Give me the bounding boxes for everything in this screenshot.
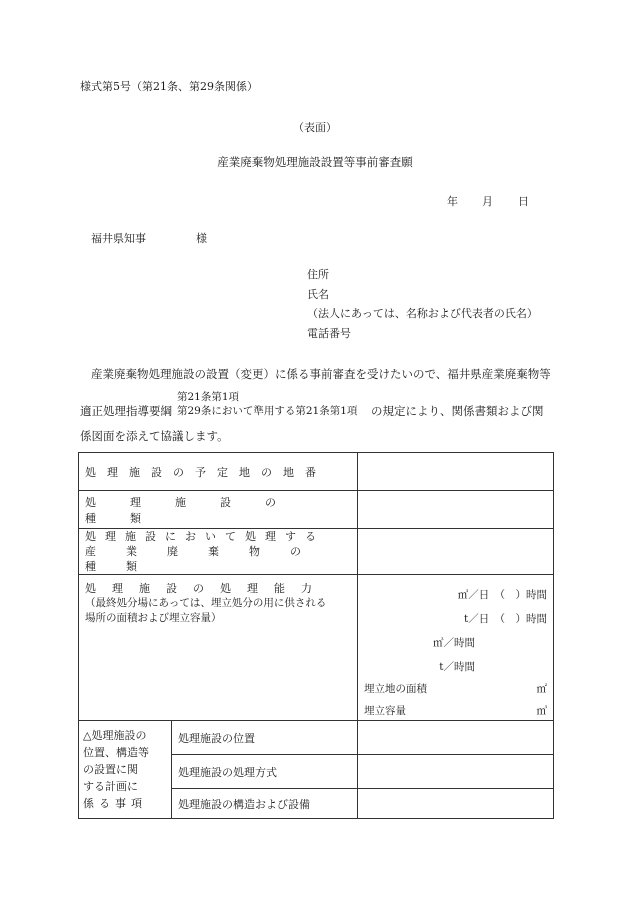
row-capacity [79,575,554,721]
plan-position-label: 処理施設の位置 [172,721,358,755]
row-site [79,453,554,491]
unit-t-day: t／日 （ ）時間 [464,613,547,625]
capacity-label-1: 処理施設の処理能力 [85,582,328,595]
row-plan-position [79,721,554,755]
type-value[interactable] [358,491,554,529]
article-option-1: 第21条第1項 [177,391,240,403]
waste-value[interactable] [358,529,554,575]
body-line-2-suffix: の規定により、関係書類および関 [371,404,544,418]
page-title: 産業廃棄物処理施設設置等事前審査願 [217,155,413,169]
plan-head-3: の設置に関 [83,763,138,776]
application-table [78,452,554,819]
applicant-block [307,265,538,343]
unit-m3-hour: ㎥／時間 [433,637,475,649]
capacity-label-2: （最終処分場にあっては、埋立処分の用に供される [85,597,327,609]
landfill-area-unit: ㎡ [536,683,547,695]
row-type [79,491,554,529]
row-waste [79,529,554,575]
date-year: 年 [447,195,458,208]
date-month: 月 [482,195,493,208]
landfill-area-label: 埋立地の面積 [364,683,427,695]
recipient-honorific: 様 [196,232,207,245]
site-value[interactable] [358,453,554,491]
applicant-name-label: 氏名 [307,287,329,301]
site-label: 処理施設の予定地の地番 [85,465,327,479]
landfill-volume-unit: ㎥ [536,705,547,717]
applicant-phone-label: 電話番号 [307,326,351,340]
waste-label-1: 処理施設において処理する [85,530,325,543]
plan-method-label: 処理施設の処理方式 [172,755,358,789]
capacity-value[interactable] [358,575,554,721]
plan-head-1: △処理施設の [83,729,147,742]
applicant-address-label: 住所 [307,268,329,281]
plan-head-5: 係る事項 [83,797,147,810]
capacity-label-3: 場所の面積および埋立容量） [85,612,222,624]
unit-t-hour: t／時間 [439,661,475,673]
body-line-2-prefix: 適正処理指導要綱 [80,404,172,418]
plan-position-value[interactable] [358,721,554,755]
side-label: （表面） [293,121,337,134]
plan-head-4: する計画に [83,780,138,793]
recipient-name: 福井県知事 [91,232,146,245]
date-day: 日 [518,195,529,208]
waste-label-2: 産業廃棄物の種類 [85,545,331,573]
plan-structure-label: 処理施設の構造および設備 [172,789,358,819]
plan-head [79,721,172,819]
capacity-units [358,575,553,717]
body-line-3: 係図面を添えて協議します。 [80,429,229,443]
article-option-2: 第29条において準用する第21条第1項 [177,405,358,417]
applicant-corp-note: （法人にあっては、名称および代表者の氏名） [307,307,538,320]
article-options [177,390,357,418]
plan-head-2: 位置、構造等 [83,746,149,759]
unit-m3-day: ㎥／日 （ ）時間 [457,589,547,601]
plan-structure-value[interactable] [358,789,554,819]
landfill-volume-label: 埋立容量 [364,705,406,717]
type-label: 処理施設の種類 [85,495,310,525]
form-number: 様式第5号（第21条、第29条関係） [80,80,258,93]
plan-method-value[interactable] [358,755,554,789]
body-line-1: 産業廃棄物処理施設の設置（変更）に係る事前審査を受けたいので、福井県産業廃棄物等 [91,367,551,381]
